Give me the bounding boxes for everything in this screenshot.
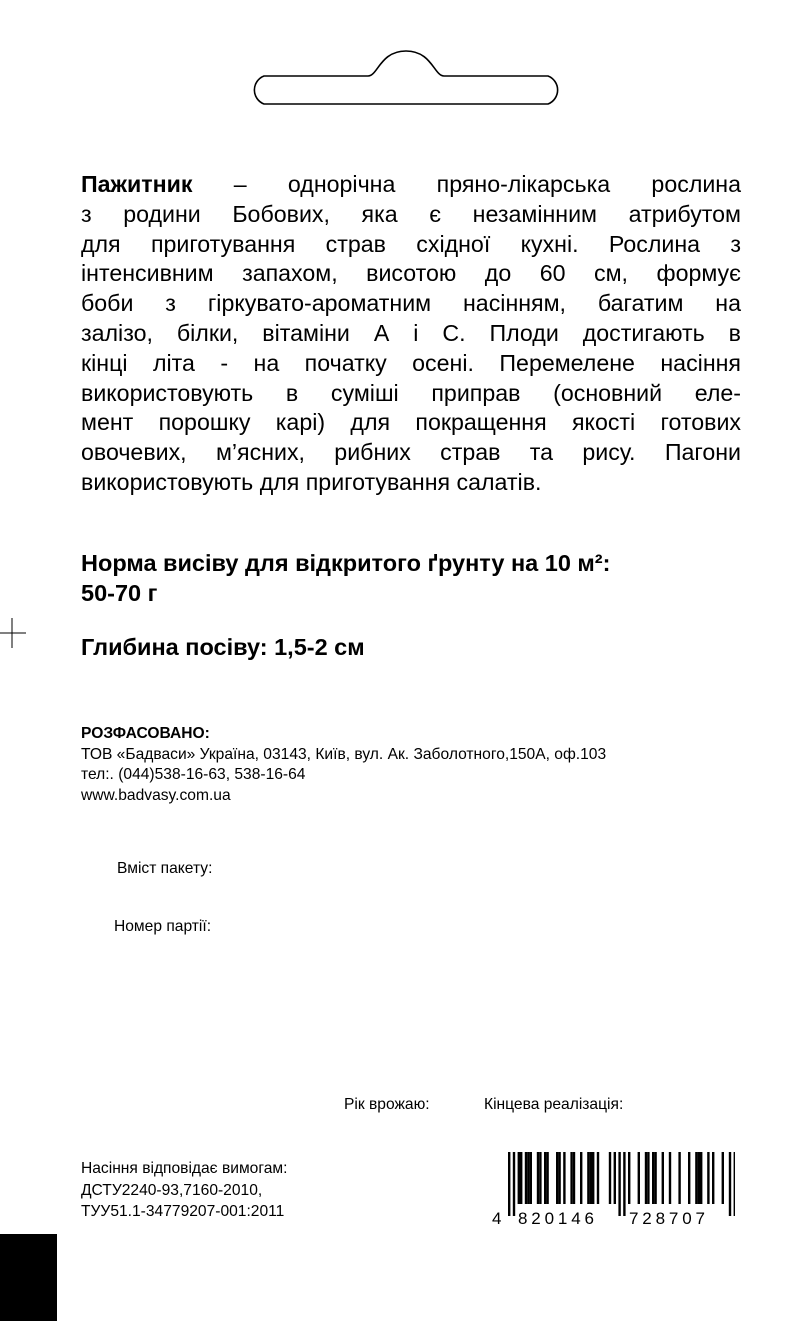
barcode-bar [628, 1152, 630, 1204]
barcode-bar [556, 1152, 558, 1204]
barcode-bar [563, 1152, 565, 1204]
packer-phone: тел:. (044)538-16-63, 538-16-64 [81, 766, 306, 783]
ean13-barcode [490, 1150, 735, 1230]
barcode-bar [518, 1152, 520, 1204]
barcode-bar [537, 1152, 539, 1204]
batch-number-label: Номер партії: [114, 918, 212, 935]
barcode-bar [678, 1152, 680, 1204]
black-corner-block [0, 1234, 57, 1321]
barcode-bar [597, 1152, 599, 1204]
barcode-bar [688, 1152, 690, 1204]
barcode-bar [652, 1152, 654, 1204]
barcode-bar [570, 1152, 572, 1204]
barcode-bar [530, 1152, 532, 1204]
harvest-year-label: Рік врожаю: [344, 1096, 430, 1113]
description-line: використовують в суміші приправ (основний еле- [81, 379, 741, 406]
barcode-bar [645, 1152, 647, 1204]
sowing-norm-label: Норма висіву для відкритого ґрунту на 10 м²: [81, 550, 611, 576]
barcode-bar [539, 1152, 541, 1204]
barcode-bar [623, 1152, 625, 1216]
barcode-bar [638, 1152, 640, 1204]
barcode-bar [662, 1152, 664, 1204]
sowing-norm-value: 50-70 г [81, 580, 158, 606]
barcode-bar [520, 1152, 522, 1204]
standards-info [81, 1158, 287, 1223]
barcode-bar [669, 1152, 671, 1204]
barcode-bar [573, 1152, 575, 1204]
barcode-first-digit: 4 [492, 1209, 502, 1228]
barcode-bar [558, 1152, 560, 1204]
description-line: залізо, білки, вітаміни А і С. Плоди достигають в [81, 319, 741, 346]
barcode-bar [544, 1152, 546, 1204]
description-line: з родини Бобових, яка є незамінним атрибутом [81, 200, 741, 227]
barcode-bar [647, 1152, 649, 1204]
description-line: кінці літа - на початку осені. Перемелене насіння [81, 349, 741, 376]
description-line: для приготування страв східної кухні. Рослина з [81, 230, 741, 257]
product-name: Пажитник [81, 171, 193, 197]
package-content-label: Вміст пакету: [117, 860, 213, 877]
hanger-hole-outline [246, 46, 566, 108]
description-line: використовують для приготування салатів. [81, 468, 542, 495]
barcode-right-digits: 728707 [629, 1209, 705, 1228]
standards-dstu: ДСТУ2240-93,7160-2010, [81, 1181, 263, 1199]
sowing-norm [81, 548, 610, 608]
packer-website: www.badvasy.com.ua [81, 786, 231, 804]
sowing-depth: Глибина посіву: 1,5-2 см [81, 634, 365, 660]
standards-tuu: ТУУ51.1-34779207-001:2011 [81, 1203, 285, 1220]
expiry-label: Кінцева реалізація: [484, 1096, 624, 1113]
crop-mark [0, 618, 28, 648]
barcode-bar [614, 1152, 616, 1204]
description-line: боби з гіркувато-ароматним насінням, багатим на [81, 290, 741, 317]
barcode-bar [546, 1152, 548, 1204]
barcode-bar [525, 1152, 527, 1204]
barcode-bar [698, 1152, 700, 1204]
standards-heading: Насіння відповідає вимогам: [81, 1160, 288, 1177]
barcode-bar [734, 1152, 735, 1216]
barcode-bar [580, 1152, 582, 1204]
barcode-bar [592, 1152, 594, 1204]
barcode-bar [707, 1152, 709, 1204]
packer-address: ТОВ «Бадваси» Українa, 03143, Київ, вул. Ак. Заболотного,150А, оф.103 [81, 745, 607, 763]
packer-info [81, 724, 606, 806]
barcode-bar [618, 1152, 620, 1216]
barcode-bar [590, 1152, 592, 1204]
barcode-bar [712, 1152, 714, 1204]
product-description [81, 170, 741, 498]
packer-heading: РОЗФАСОВАНО: [81, 725, 210, 742]
description-line: мент порошку карі) для покращення якості готових [81, 409, 741, 436]
barcode-bar [587, 1152, 589, 1204]
barcode-bar [508, 1152, 510, 1216]
barcode-bar [695, 1152, 697, 1204]
barcode-bar [527, 1152, 529, 1204]
barcode-bar [729, 1152, 731, 1216]
barcode-bar [722, 1152, 724, 1204]
barcode-bars [508, 1152, 735, 1216]
barcode-left-digits: 820146 [518, 1209, 594, 1228]
barcode-bar [609, 1152, 611, 1204]
description-line: інтенсивним запахом, висотою до 60 см, формує [81, 260, 741, 287]
barcode-bar [654, 1152, 656, 1204]
description-line: овочевих, м’ясних, рибних страв та рису. Пагони [81, 439, 741, 466]
barcode-bar [700, 1152, 702, 1204]
barcode-bar [513, 1152, 515, 1216]
description-line: Пажитник – однорічна пряно-лікарська рослина [81, 171, 741, 197]
